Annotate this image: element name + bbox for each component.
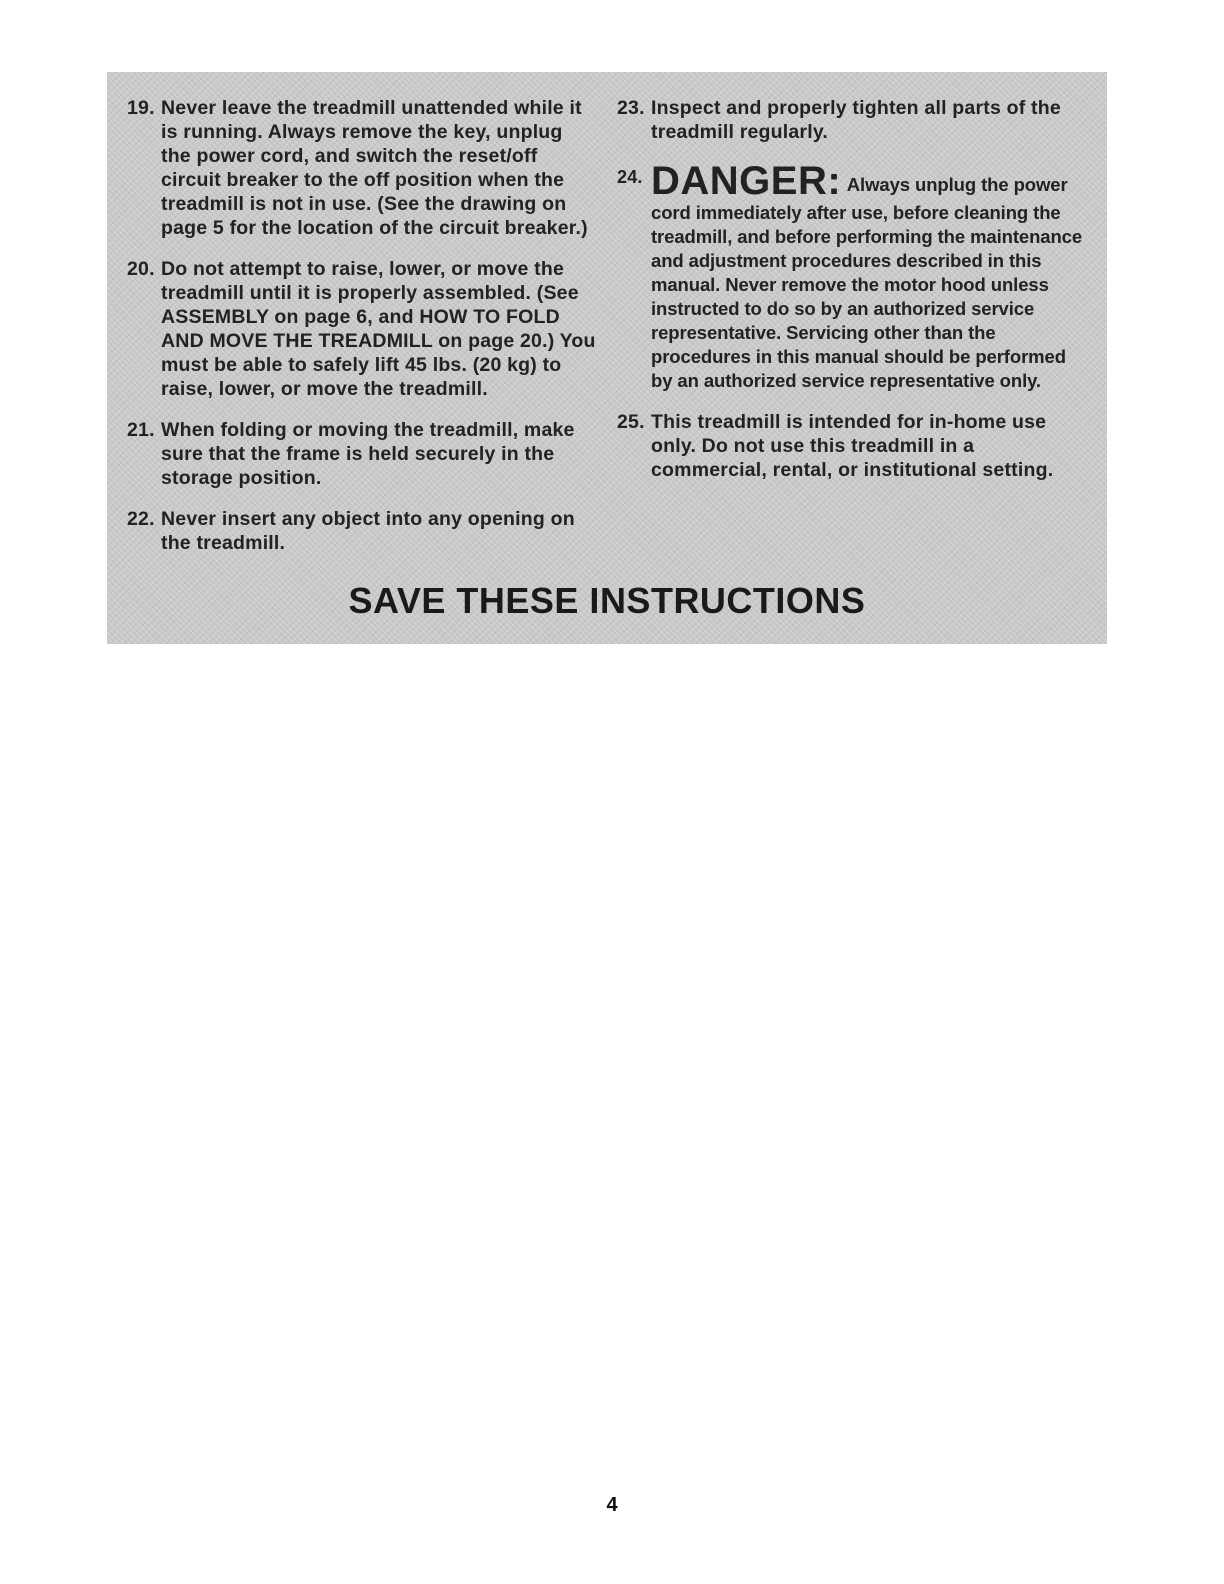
instruction-item-23 <box>617 96 1087 144</box>
instruction-item-24 <box>617 161 1087 393</box>
item-text: Do not attempt to raise, lower, or move the treadmill until it is properly assembled. (See ASSEMBLY on page 6, and HOW TO FOLD AND MOVE THE TREADMILL on page 20.) You must be able to safely lift 45 lbs. (20 kg) to raise, lower, or move the treadmill. <box>161 258 596 400</box>
item-text: Inspect and properly tighten all parts of the treadmill regularly. <box>651 97 1061 143</box>
item-text: This treadmill is intended for in-home use only. Do not use this treadmill in a commercial, rental, or institutional setting. <box>651 411 1054 481</box>
item-number: 22. <box>127 508 155 530</box>
item-number: 20. <box>127 258 155 280</box>
right-column <box>617 96 1087 499</box>
item-text: Never insert any object into any opening on the treadmill. <box>161 508 575 554</box>
item-text: Never leave the treadmill unattended while it is running. Always remove the key, unplug the power cord, and switch the reset/off circuit breaker to the off position when the treadmill is not in use. (See the drawing on page 5 for the location of the circuit breaker.) <box>161 97 588 239</box>
item-number: 21. <box>127 419 155 441</box>
instruction-item-20 <box>127 257 597 401</box>
page-number: 4 <box>606 1494 618 1516</box>
instruction-item-25 <box>617 410 1087 482</box>
item-text: Always unplug the power cord immediately after use, before cleaning the treadmill, and before performing the maintenance and adjustment procedures described in this manual. Never remove the motor hood unless instructed to do so by an authorized service representative. Servicing other than the procedures in this manual should be performed by an authorized service representative only. <box>651 174 1083 391</box>
danger-label: DANGER: <box>651 159 842 203</box>
save-instructions-heading: SAVE THESE INSTRUCTIONS <box>348 580 866 621</box>
instruction-item-22 <box>127 507 597 555</box>
item-number: 25. <box>617 411 645 433</box>
item-number: 19. <box>127 97 155 119</box>
left-column <box>127 96 597 572</box>
safety-instructions-panel <box>107 72 1107 644</box>
instruction-item-21 <box>127 418 597 490</box>
instruction-item-19 <box>127 96 597 240</box>
item-number: 23. <box>617 97 645 119</box>
item-number: 24. <box>617 167 643 187</box>
item-text: When folding or moving the treadmill, make sure that the frame is held securely in the storage position. <box>161 419 575 489</box>
